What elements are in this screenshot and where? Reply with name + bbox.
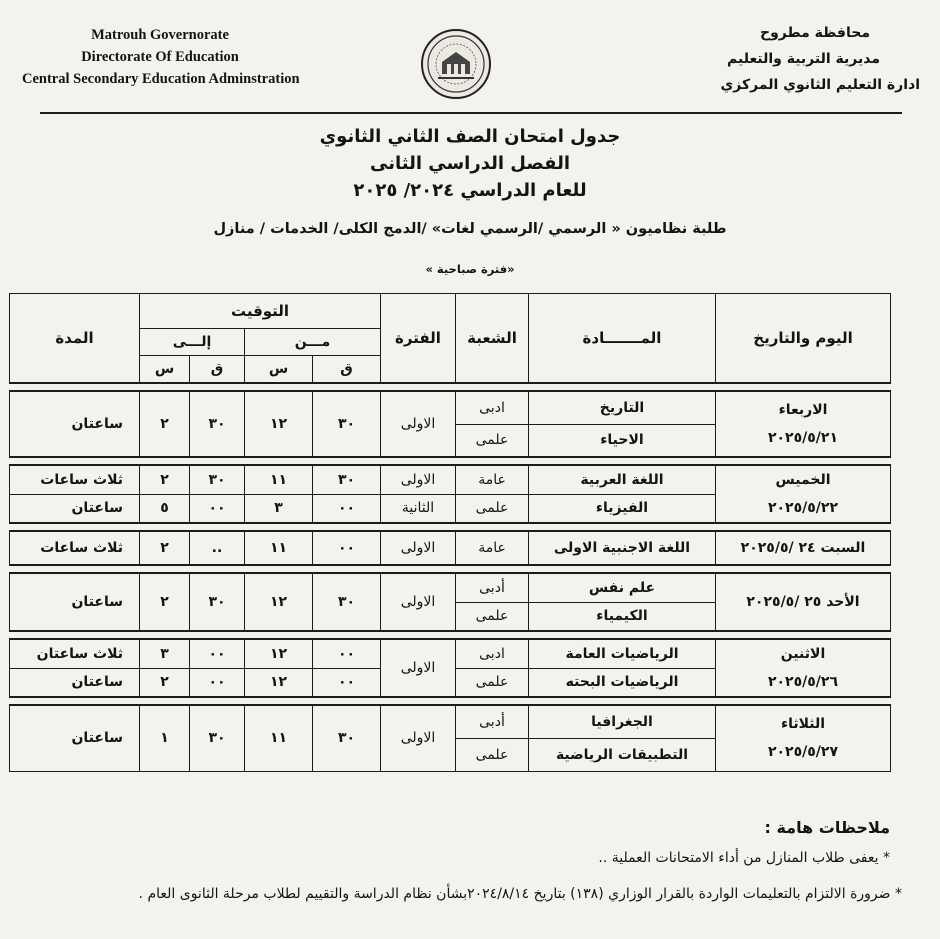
subject-cell: الكيمياء: [529, 602, 716, 631]
note-item: * ضرورة الالتزام بالتعليمات الواردة بالقرار الوزاري (١٣٨) بتاريخ ٢٠٢٤/٨/١٤بشأن نظام الدراسة والتقييم لطلاب مرحلة الثانوى العام .: [138, 886, 902, 902]
from-hour-cell: ١١: [245, 705, 313, 771]
header-branch: الشعبة: [456, 294, 529, 384]
administration-ar: ادارة التعليم الثانوي المركزي: [720, 77, 920, 93]
header-from: مـــن: [245, 329, 381, 356]
table-row: [10, 391, 891, 424]
day-date-cell: [716, 391, 891, 457]
from-minute-cell: ٣٠: [313, 573, 381, 631]
to-minute-cell: ٣٠: [190, 573, 245, 631]
day-date-cell: [716, 639, 891, 697]
from-hour-cell: ١٢: [245, 573, 313, 631]
duration-cell: [10, 391, 140, 457]
subject-cell: الاحياء: [529, 424, 716, 457]
to-minute-cell: ٠٠: [190, 668, 245, 697]
period-cell: الاولى: [381, 639, 456, 697]
from-minute-cell: ٣٠: [313, 391, 381, 457]
to-hour-cell: ٢: [140, 465, 190, 494]
branch-cell: علمى: [456, 424, 529, 457]
spacer-row: [10, 457, 891, 465]
from-minute-cell: ٣٠: [313, 465, 381, 494]
exam-date: ٢٠٢٥/٥/٢١: [767, 430, 839, 446]
duration-cell: [10, 639, 140, 668]
duration-text: ساعتان: [71, 416, 123, 432]
from-minute-cell: ٠٠: [313, 494, 381, 523]
from-minute-cell: ٠٠: [313, 531, 381, 565]
academic-year: للعام الدراسي ٢٠٢٤/ ٢٠٢٥: [353, 180, 587, 201]
directorate-en: Directorate Of Education: [81, 49, 239, 65]
governorate-ar: محافظة مطروح: [760, 25, 870, 41]
from-hour-cell: ١٢: [245, 391, 313, 457]
branch-cell: أدبى: [456, 705, 529, 738]
table-row: [10, 705, 891, 738]
spacer-row: [10, 631, 891, 639]
period-cell: الاولى: [381, 465, 456, 494]
duration-text: ساعتان: [71, 674, 123, 691]
day-date-cell: [716, 465, 891, 523]
subject-cell: التطبيقات الرياضية: [529, 738, 716, 771]
header-to: إلـــى: [140, 329, 245, 356]
branch-cell: علمى: [456, 494, 529, 523]
duration-text: ثلاث ساعات: [40, 540, 123, 556]
to-minute-cell: ..: [190, 531, 245, 565]
directorate-ar: مديرية التربية والتعليم: [727, 51, 880, 67]
to-minute-cell: ٣٠: [190, 391, 245, 457]
to-hour-cell: ٢: [140, 668, 190, 697]
header-hour-to: س: [140, 356, 190, 384]
notes-heading: ملاحظات هامة :: [764, 818, 890, 837]
arabic-header: [690, 20, 920, 98]
table-row: [10, 465, 891, 494]
day-date-cell: السبت ٢٤ /٢٠٢٥/٥: [716, 531, 891, 565]
spacer-row: [10, 383, 891, 391]
subject-cell: الرياضيات العامة: [529, 639, 716, 668]
to-hour-cell: ١: [140, 705, 190, 771]
morning-period-label: «فترة صباحية »: [425, 262, 515, 276]
subject-cell: التاريخ: [529, 391, 716, 424]
to-minute-cell: ٠٠: [190, 639, 245, 668]
branch-cell: ادبى: [456, 639, 529, 668]
day-name: الخميس: [775, 472, 831, 488]
duration-cell: [10, 573, 140, 631]
subject-cell: الفيزياء: [529, 494, 716, 523]
note-item: * يعفى طلاب المنازل من أداء الامتحانات العملية ..: [598, 850, 890, 866]
from-minute-cell: ٠٠: [313, 639, 381, 668]
semester-title: الفصل الدراسي الثانى: [370, 153, 570, 174]
period-cell: الاولى: [381, 573, 456, 631]
duration-cell: [10, 465, 140, 494]
spacer-row: [10, 523, 891, 531]
header-minute-from: ق: [313, 356, 381, 384]
from-hour-cell: ١١: [245, 465, 313, 494]
to-hour-cell: ٢: [140, 391, 190, 457]
subject-cell: اللغة الاجنبية الاولى: [529, 531, 716, 565]
to-minute-cell: ٣٠: [190, 465, 245, 494]
period-cell: الاولى: [381, 705, 456, 771]
exam-date: ٢٠٢٥/٥/٢٦: [767, 674, 839, 690]
duration-text: ساعتان: [71, 500, 123, 517]
to-minute-cell: ٣٠: [190, 705, 245, 771]
from-hour-cell: ٣: [245, 494, 313, 523]
to-hour-cell: ٣: [140, 639, 190, 668]
administration-en: Central Secondary Education Adminstration: [22, 71, 300, 87]
governorate-en: Matrouh Governorate: [91, 27, 229, 43]
table-row: [10, 573, 891, 602]
branch-cell: علمى: [456, 738, 529, 771]
day-date-cell: [716, 705, 891, 771]
to-minute-cell: ٠٠: [190, 494, 245, 523]
duration-text: ثلاث ساعات: [40, 471, 123, 488]
exam-date: ٢٠٢٥/٥/٢٧: [767, 744, 839, 761]
subject-cell: اللغة العربية: [529, 465, 716, 494]
period-cell: الثانية: [381, 494, 456, 523]
day-name: الاثنين: [780, 646, 826, 662]
ministry-seal-logo: [420, 28, 492, 100]
exam-schedule-table: [9, 293, 891, 772]
day-date-cell: الأحد ٢٥ /٢٠٢٥/٥: [716, 573, 891, 631]
branch-cell: عامة: [456, 531, 529, 565]
branch-cell: علمى: [456, 668, 529, 697]
from-minute-cell: ٣٠: [313, 705, 381, 771]
from-minute-cell: ٠٠: [313, 668, 381, 697]
to-hour-cell: ٢: [140, 573, 190, 631]
header-day-date: اليوم والتاريخ: [716, 294, 891, 384]
day-name: الاربعاء: [778, 402, 828, 418]
duration-text: ساعتان: [71, 594, 123, 610]
exam-date: ٢٠٢٥/٥/٢٢: [767, 500, 839, 516]
spacer-row: [10, 565, 891, 573]
duration-cell: [10, 668, 140, 697]
period-cell: الاولى: [381, 391, 456, 457]
branch-cell: أدبى: [456, 573, 529, 602]
duration-cell: [10, 705, 140, 771]
header-period: الفترة: [381, 294, 456, 384]
day-name: الثلاثاء: [780, 716, 826, 733]
header-duration: المدة: [10, 294, 140, 384]
table-row: [10, 531, 891, 565]
subject-cell: علم نفس: [529, 573, 716, 602]
student-categories: طلبة نظاميون « الرسمي /الرسمي لغات» /الدمج الكلى/ الخدمات / منازل: [213, 221, 727, 237]
branch-cell: ادبى: [456, 391, 529, 424]
header-hour-from: س: [245, 356, 313, 384]
spacer-row: [10, 697, 891, 705]
duration-cell: [10, 531, 140, 565]
header-minute-to: ق: [190, 356, 245, 384]
header-divider: [40, 112, 902, 114]
branch-cell: عامة: [456, 465, 529, 494]
to-hour-cell: ٢: [140, 531, 190, 565]
to-hour-cell: ٥: [140, 494, 190, 523]
subject-cell: الرياضيات البحته: [529, 668, 716, 697]
subject-cell: الجغرافيا: [529, 705, 716, 738]
duration-text: ساعتان: [71, 730, 123, 747]
duration-text: ثلاث ساعتان: [36, 645, 123, 662]
branch-cell: علمى: [456, 602, 529, 631]
header-subject: المـــــــادة: [529, 294, 716, 384]
duration-cell: [10, 494, 140, 523]
schedule-title: جدول امتحان الصف الثاني الثانوي: [319, 126, 621, 147]
from-hour-cell: ١١: [245, 531, 313, 565]
header-row: [10, 294, 891, 329]
header-timing: التوقيت: [140, 294, 381, 329]
from-hour-cell: ١٢: [245, 639, 313, 668]
from-hour-cell: ١٢: [245, 668, 313, 697]
english-header: [22, 24, 300, 90]
table-row: [10, 639, 891, 668]
period-cell: الاولى: [381, 531, 456, 565]
